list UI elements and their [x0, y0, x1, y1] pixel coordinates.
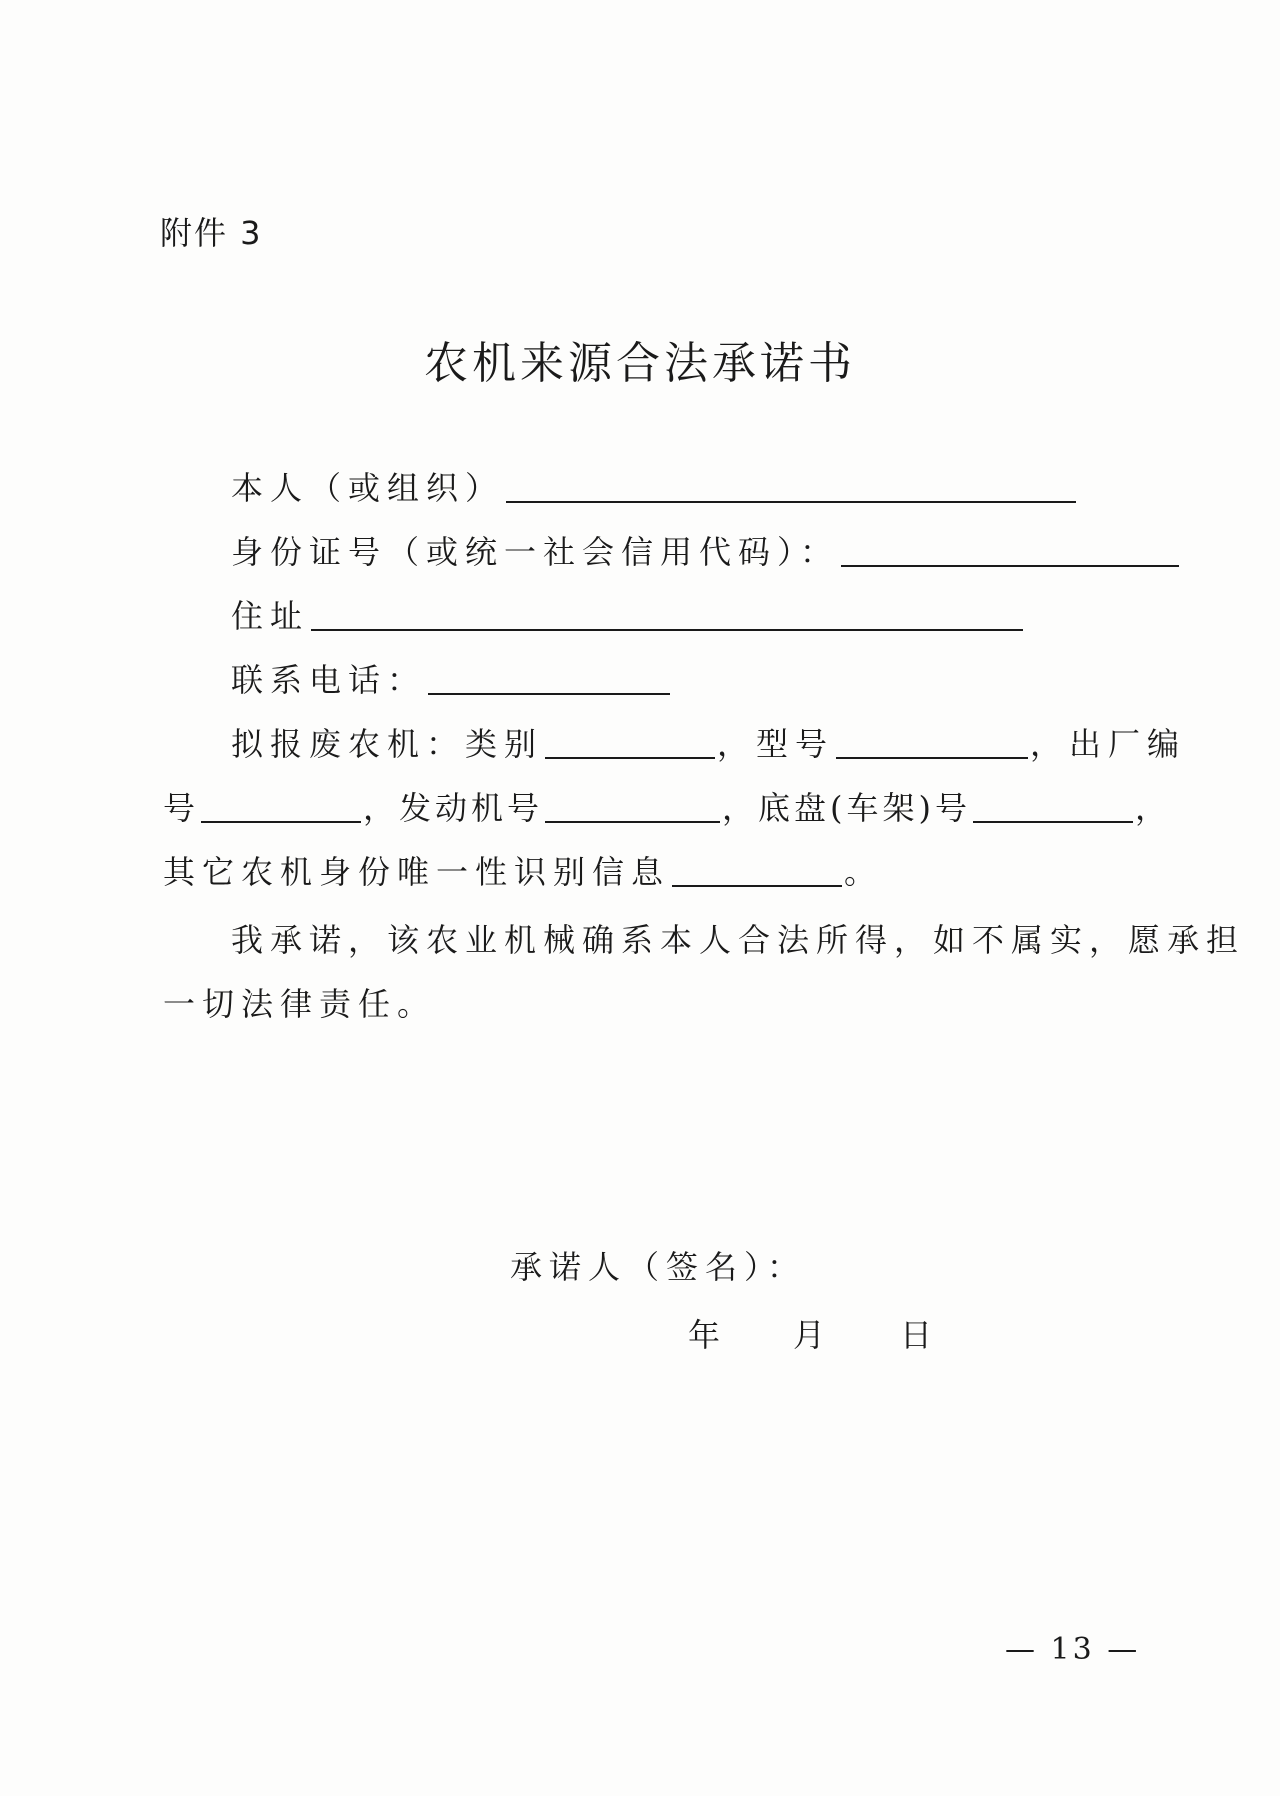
model-label: ，型号: [717, 725, 835, 763]
page-number: — 13 —: [1005, 1632, 1141, 1667]
date-day: 日: [900, 1316, 933, 1354]
owner-label: 本人（或组织）: [231, 469, 505, 507]
phone-line: [231, 660, 672, 700]
document-title: 农机来源合法承诺书: [424, 338, 856, 389]
engine-no-blank[interactable]: [545, 791, 720, 823]
chassis-no-label: ，底盘(车架)号: [722, 789, 972, 827]
machine-intro: 拟报废农机：类别: [231, 725, 544, 763]
pledge-line-2: 一切法律责任。: [163, 985, 437, 1023]
machine-line-3: [163, 852, 883, 892]
phone-blank[interactable]: [428, 663, 670, 695]
machine-line-2: [163, 788, 1171, 828]
address-blank[interactable]: [311, 599, 1023, 631]
chassis-no-blank[interactable]: [973, 791, 1133, 823]
date-year: 年: [688, 1316, 721, 1354]
category-blank[interactable]: [545, 727, 715, 759]
id-line: [231, 532, 1181, 572]
signature-label: 承诺人（签名）：: [510, 1248, 807, 1286]
phone-label: 联系电话：: [231, 661, 427, 699]
engine-no-label: ，发动机号: [363, 789, 544, 827]
other-id-label: 其它农机身份唯一性识别信息: [163, 853, 671, 891]
machine-line-1: [231, 724, 1186, 764]
date-month: 月: [793, 1316, 826, 1354]
model-blank[interactable]: [836, 727, 1028, 759]
factory-no-blank[interactable]: [201, 791, 361, 823]
address-label: 住址: [231, 597, 310, 635]
pledge-line-1: 我承诺，该农业机械确系本人合法所得，如不属实，愿承担: [231, 921, 1246, 959]
address-line: [231, 596, 1025, 636]
trailing-comma: ，: [1135, 789, 1172, 827]
other-id-blank[interactable]: [672, 855, 842, 887]
attachment-label: 附件 3: [160, 214, 263, 252]
owner-line: [231, 468, 1078, 508]
owner-blank[interactable]: [506, 471, 1076, 503]
id-label: 身份证号（或统一社会信用代码）：: [231, 533, 840, 571]
id-blank[interactable]: [841, 535, 1179, 567]
factory-no-label-b: 号: [163, 789, 200, 827]
period: 。: [844, 853, 884, 891]
factory-no-label-a: ，出厂编: [1030, 725, 1187, 763]
